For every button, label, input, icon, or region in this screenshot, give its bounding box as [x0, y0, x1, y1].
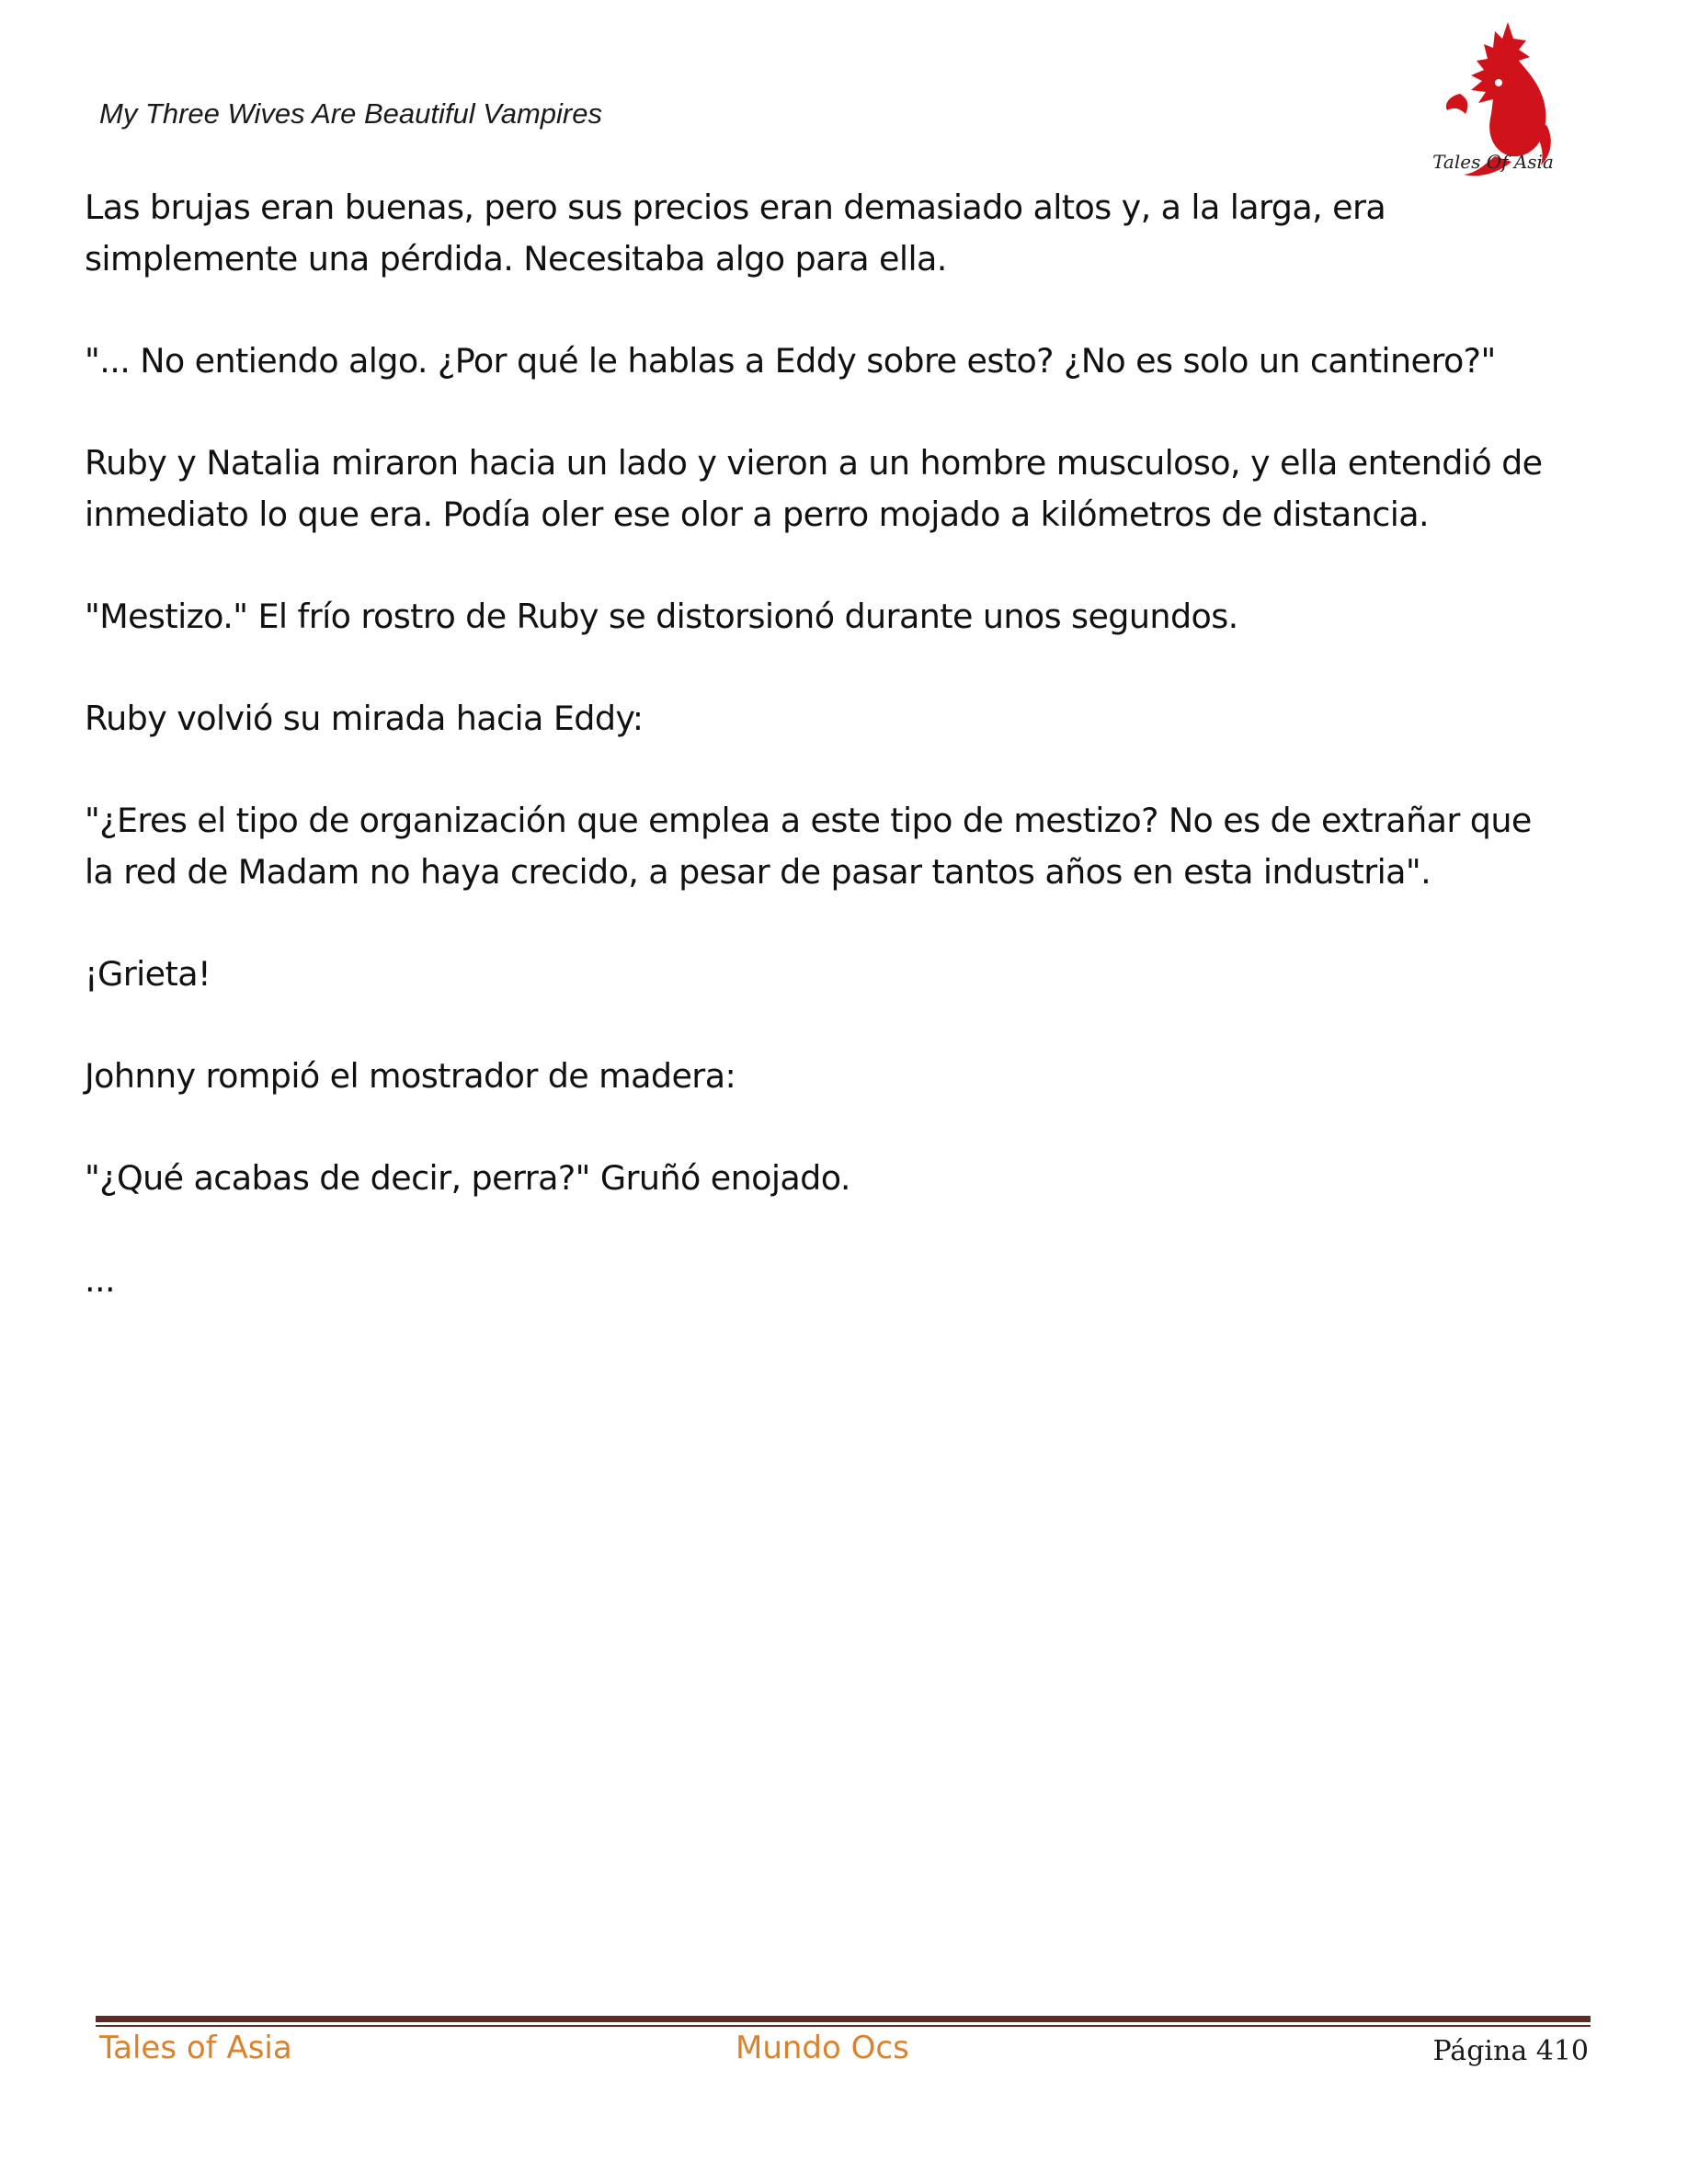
text-line: "... No entiendo algo. ¿Por qué le hablas a Eddy sobre esto? ¿No es solo un cantinero?": [85, 341, 1496, 381]
footer-category: Mundo Ocs: [736, 2030, 909, 2066]
text-line: simplemente una pérdida. Necesitaba algo para ella.: [85, 239, 947, 279]
footer-divider-thin: [96, 2025, 1591, 2027]
paragraph: [85, 949, 1611, 1000]
paragraph: [85, 591, 1611, 643]
text-line: inmediato lo que era. Podía oler ese olor a perro mojado a kilómetros de distancia.: [85, 495, 1430, 534]
paragraph: [85, 1153, 1611, 1204]
text-line: la red de Madam no haya crecido, a pesar de pasar tantos años en esta industria".: [85, 852, 1431, 892]
text-line: "¿Qué acabas de decir, perra?" Gruñó enojado.: [85, 1158, 850, 1198]
paragraph: [85, 182, 1611, 285]
paragraph: [85, 438, 1611, 540]
text-line: Las brujas eran buenas, pero sus precios eran demasiado altos y, a la larga, era: [85, 188, 1386, 227]
footer-page-number: Página 410: [1432, 2035, 1589, 2067]
paragraph: [85, 1255, 1611, 1306]
paragraph: [85, 1051, 1611, 1102]
text-line: ...: [85, 1260, 116, 1300]
text-line: Ruby volvió su mirada hacia Eddy:: [85, 699, 644, 738]
text-line: "Mestizo." El frío rostro de Ruby se distorsionó durante unos segundos.: [85, 597, 1238, 636]
text-line: ¡Grieta!: [85, 954, 211, 994]
text-line: Johnny rompió el mostrador de madera:: [85, 1056, 736, 1096]
header-book-title: My Three Wives Are Beautiful Vampires: [99, 97, 602, 130]
footer-divider: [96, 2016, 1591, 2022]
text-line: Ruby y Natalia miraron hacia un lado y vieron a un hombre musculoso, y ella entendió de: [85, 443, 1543, 483]
footer-publisher: Tales of Asia: [99, 2030, 292, 2066]
text-line: "¿Eres el tipo de organización que emplea a este tipo de mestizo? No es de extrañar que: [85, 801, 1532, 840]
chapter-body: [85, 182, 1611, 1357]
paragraph: [85, 693, 1611, 745]
logo-text: Tales Of Asia: [1432, 151, 1554, 173]
paragraph: [85, 336, 1611, 387]
paragraph: [85, 795, 1611, 898]
